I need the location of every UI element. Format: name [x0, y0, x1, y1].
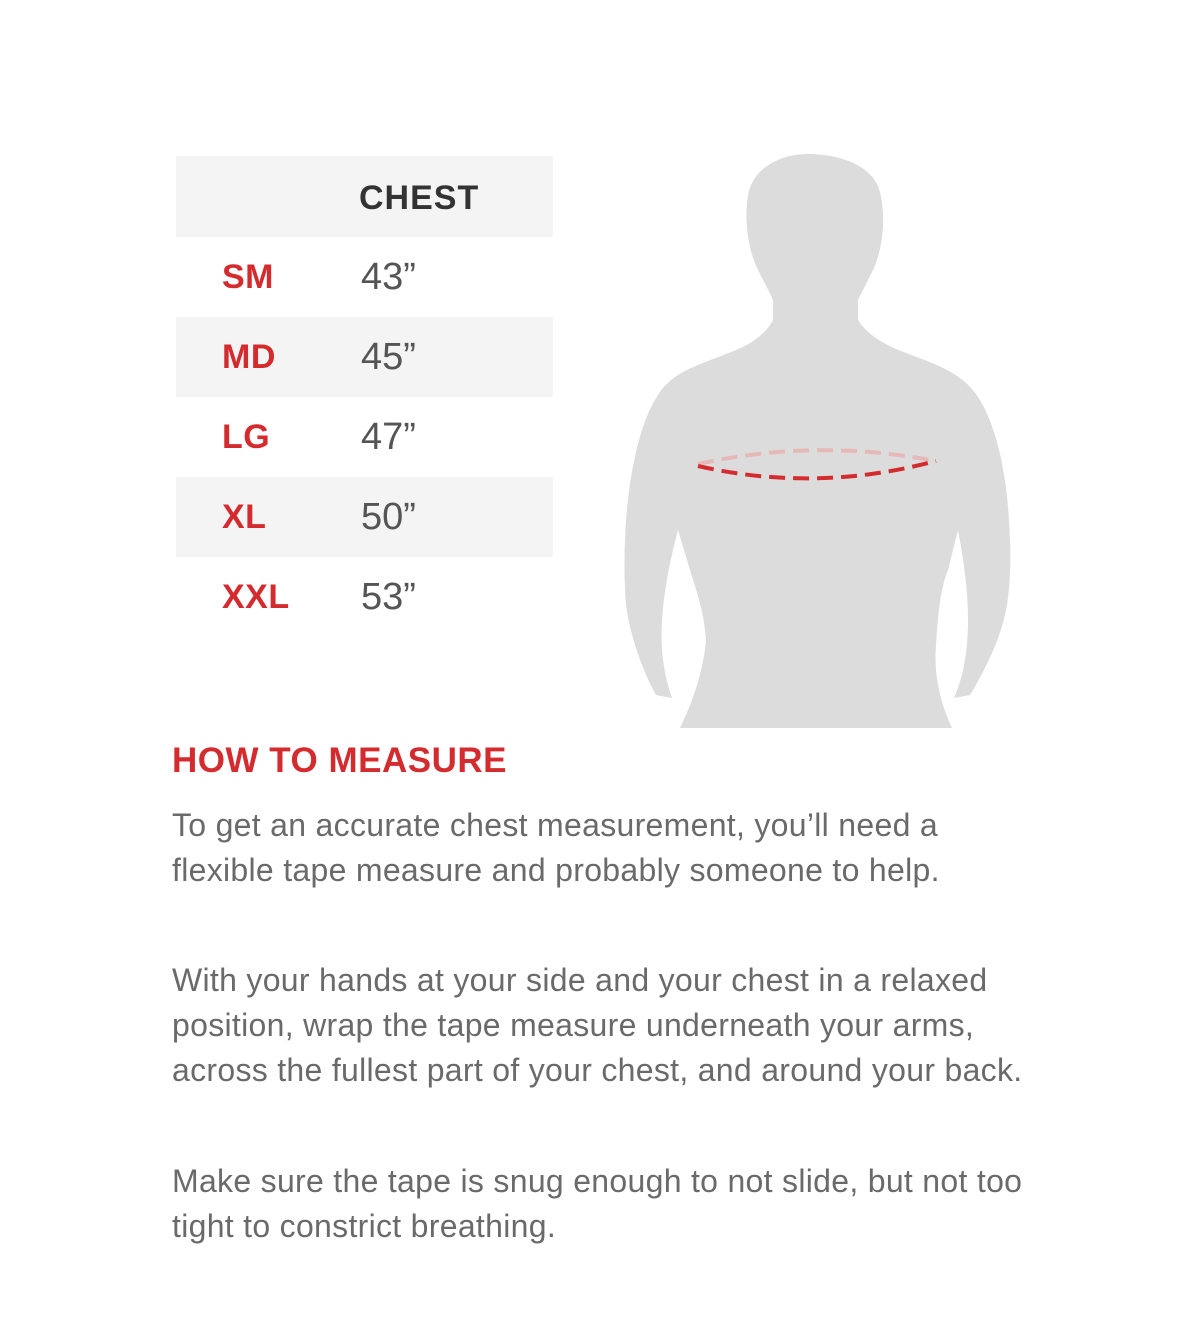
size-label: XXL [222, 578, 290, 616]
size-label: SM [222, 258, 274, 296]
body-silhouette [625, 154, 1011, 728]
table-row [176, 477, 553, 557]
size-label: LG [222, 418, 271, 456]
chest-value: 53” [361, 576, 416, 618]
table-row [176, 557, 553, 637]
how-to-measure-heading: HOW TO MEASURE [172, 741, 507, 780]
table-row [176, 317, 553, 397]
chest-value: 47” [361, 416, 416, 458]
instruction-paragraph: Make sure the tape is snug enough to not slide, but not too tight to constrict breathing. [172, 1163, 1023, 1244]
chest-value: 43” [361, 256, 416, 298]
size-chart-table [176, 156, 553, 637]
chest-measurement-silhouette-icon [618, 150, 1018, 730]
chest-column-header: CHEST [359, 179, 480, 217]
table-header-row [176, 156, 553, 237]
size-label: MD [222, 338, 276, 376]
table-row [176, 237, 553, 317]
instruction-paragraph: With your hands at your side and your chest in a relaxed position, wrap the tape measure underneath your arms, across the fullest part of your chest, and around your back. [172, 962, 1023, 1088]
chest-value: 50” [361, 496, 416, 538]
chest-value: 45” [361, 336, 416, 378]
size-label: XL [222, 498, 267, 536]
table-row [176, 397, 553, 477]
instruction-paragraph: To get an accurate chest measurement, you’ll need a flexible tape measure and probably someone to help. [172, 807, 940, 888]
